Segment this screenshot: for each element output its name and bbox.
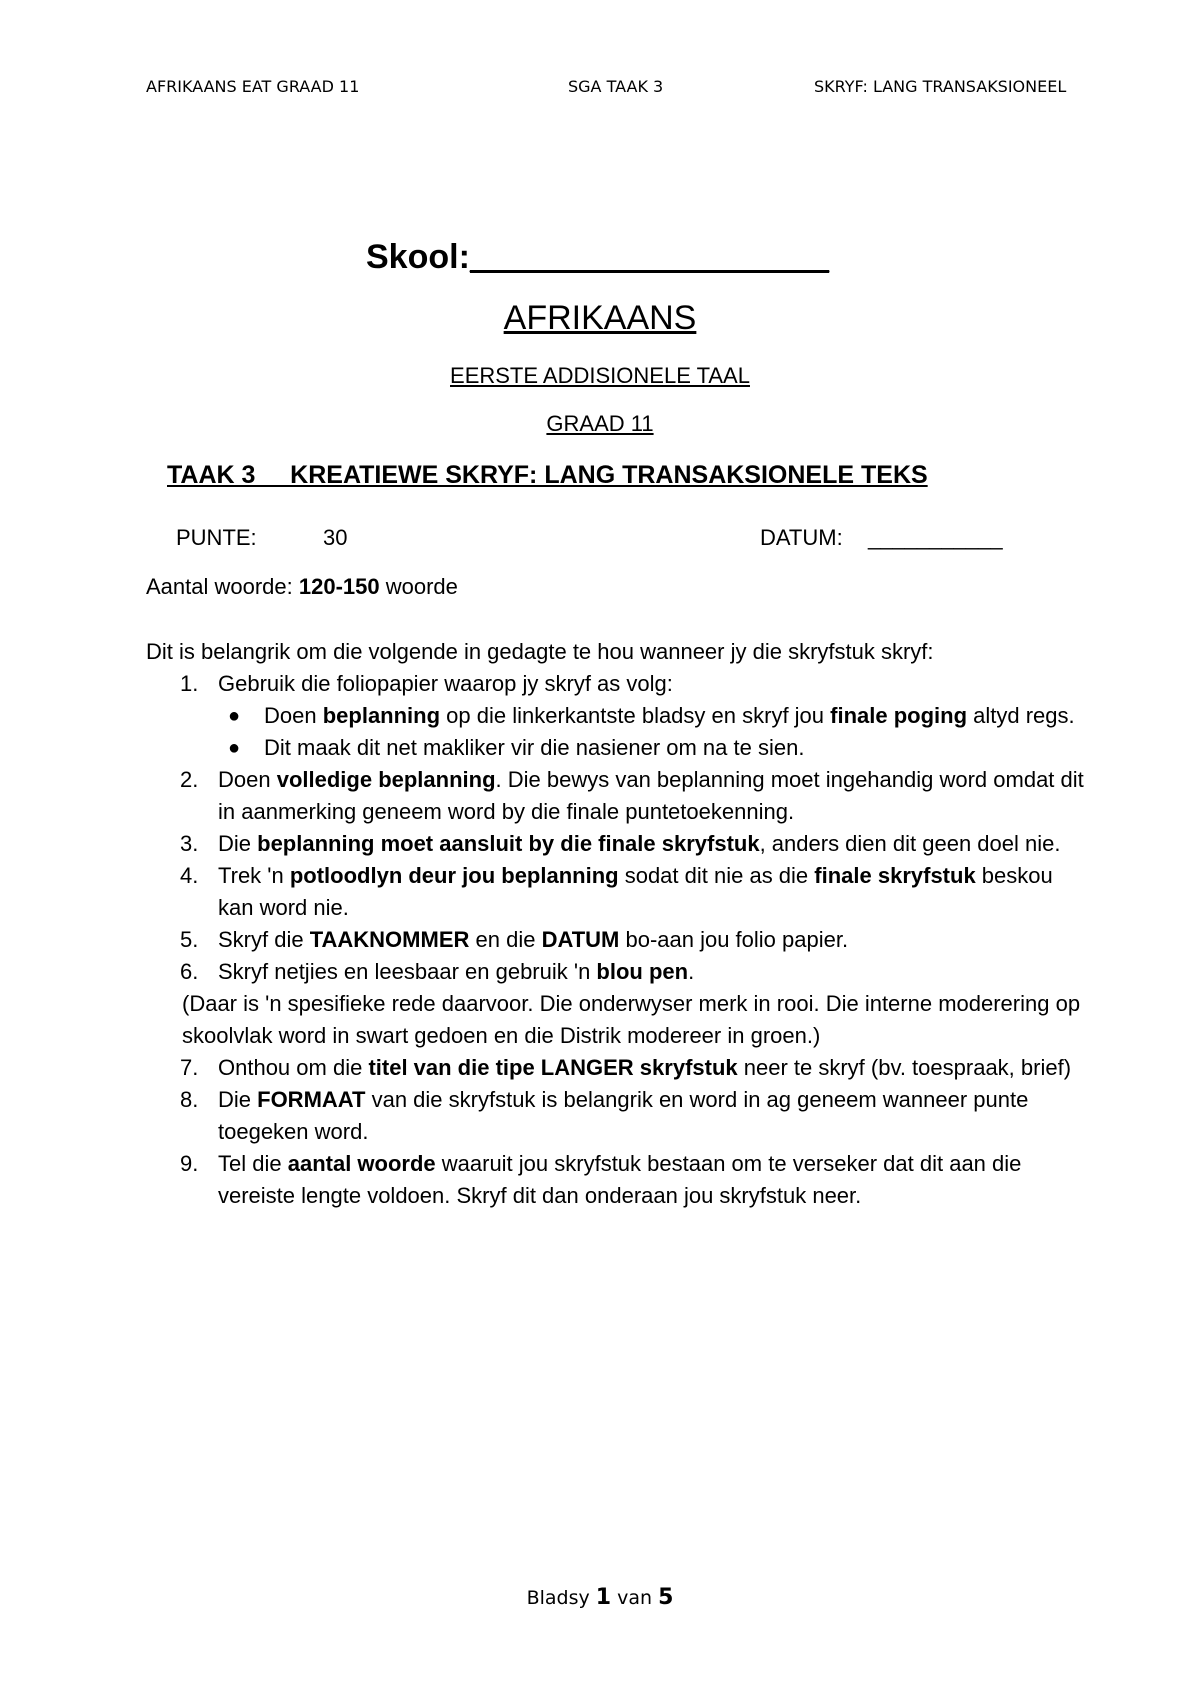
item-number: 2. xyxy=(180,767,199,792)
total-pages: 5 xyxy=(658,1585,674,1610)
bullet-item xyxy=(146,700,1086,732)
text: en die xyxy=(469,927,542,952)
header-left: AFRIKAANS EAT GRAAD 11 xyxy=(146,77,360,96)
list-item xyxy=(146,1148,1086,1212)
text: Skryf netjies en leesbaar en gebruik 'n xyxy=(218,959,597,984)
intro-text: Dit is belangrik om die volgende in gedagte te hou wanneer jy die skryfstuk skryf: xyxy=(146,639,934,664)
text: Die xyxy=(218,1087,258,1112)
text: Dit maak dit net makliker vir die nasiener om na te sien. xyxy=(264,735,805,760)
list-item xyxy=(146,764,1086,828)
school-label: Skool: xyxy=(366,238,470,276)
item-number: 5. xyxy=(180,927,199,952)
item-text: Gebruik die foliopapier waarop jy skryf as volg: xyxy=(218,671,673,696)
word-count xyxy=(146,574,458,600)
header-right: SKRYF: LANG TRANSAKSIONEEL xyxy=(814,77,1067,96)
item-number: 6. xyxy=(180,959,199,984)
text: . Die bewys van beplanning moet ingehandig word omdat dit in aanmerking geneem word by die finale puntetoekenning. xyxy=(218,767,1084,824)
text: neer te skryf (bv. toespraak, brief) xyxy=(737,1055,1072,1080)
datum-label: DATUM: xyxy=(760,525,843,550)
list-item xyxy=(146,956,1086,988)
text: beskou kan word nie. xyxy=(218,863,1053,920)
list-item xyxy=(146,828,1086,860)
text: sodat dit nie as die xyxy=(618,863,815,888)
item-number: 7. xyxy=(180,1055,199,1080)
school-field xyxy=(366,238,829,277)
text: op die linkerkantste bladsy en skryf jou xyxy=(440,703,831,728)
list-item xyxy=(146,1084,1086,1148)
subtitle: EERSTE ADDISIONELE TAAL xyxy=(450,363,750,388)
bold-text: finale poging xyxy=(830,703,968,728)
grade-heading: GRAAD 11 xyxy=(546,411,654,436)
current-page: 1 xyxy=(595,1585,612,1610)
list-item xyxy=(146,924,1086,956)
text: . xyxy=(688,959,695,984)
bold-text: finale skryfstuk xyxy=(814,863,976,888)
bold-text: beplanning xyxy=(322,703,441,728)
instructions xyxy=(146,636,1086,1212)
text: Onthou om die xyxy=(218,1055,369,1080)
datum-line: ___________ xyxy=(868,525,1003,550)
bold-text: potloodlyn deur jou beplanning xyxy=(289,863,619,888)
text: waaruit jou skryfstuk bestaan om te verseker dat dit aan die vereiste lengte voldoen. Skryf dit dan onderaan jou skryfstuk neer. xyxy=(218,1151,1022,1208)
text: Doen xyxy=(218,767,277,792)
text: Die xyxy=(218,831,258,856)
item-number: 4. xyxy=(180,863,199,888)
word-count-suffix: woorde xyxy=(379,574,458,599)
text: Trek 'n xyxy=(218,863,290,888)
list-item xyxy=(146,860,1086,924)
task-heading: TAAK 3 KREATIEWE SKRYF: LANG TRANSAKSIONELE TEKS xyxy=(167,461,928,489)
header-center: SGA TAAK 3 xyxy=(568,77,664,96)
text: Tel die xyxy=(218,1151,288,1176)
bold-text: TAAKNOMMER xyxy=(309,927,470,952)
school-line: ___________________ xyxy=(469,238,830,276)
bold-text: aantal woorde xyxy=(287,1151,436,1176)
bold-text: volledige beplanning xyxy=(276,767,496,792)
parenthetical-note: (Daar is 'n spesifieke rede daarvoor. Die onderwyser merk in rooi. Die interne moderering op skoolvlak word in swart gedoen en die Distrik modereer in groen.) xyxy=(182,991,1081,1048)
bullet-icon: ● xyxy=(228,737,241,759)
item-number: 3. xyxy=(180,831,199,856)
item-number: 8. xyxy=(180,1087,199,1112)
punte-label: PUNTE: xyxy=(176,525,257,550)
text: bo-aan jou folio papier. xyxy=(619,927,849,952)
footer-text: Bladsy xyxy=(526,1587,596,1609)
text: altyd regs. xyxy=(967,703,1075,728)
word-count-prefix: Aantal woorde: xyxy=(146,574,299,599)
footer-text: van xyxy=(611,1587,659,1609)
item-number: 1. xyxy=(180,671,199,696)
text: van die skryfstuk is belangrik en word in ag geneem wanneer punte toegeken word. xyxy=(218,1087,1029,1144)
text: , anders dien dit geen doel nie. xyxy=(759,831,1061,856)
bold-text: FORMAAT xyxy=(257,1087,366,1112)
word-count-value: 120-150 xyxy=(298,574,380,599)
bold-text: beplanning moet aansluit by die finale skryfstuk xyxy=(257,831,760,856)
page-title: AFRIKAANS xyxy=(503,299,697,337)
bold-text: titel van die tipe LANGER skryfstuk xyxy=(368,1055,738,1080)
punte-value: 30 xyxy=(323,525,348,550)
bold-text: blou pen xyxy=(596,959,689,984)
page-number xyxy=(0,1585,1200,1610)
bold-text: DATUM xyxy=(541,927,620,952)
list-item xyxy=(146,668,1086,700)
text: Doen xyxy=(264,703,323,728)
bullet-item xyxy=(146,732,1086,764)
list-item xyxy=(146,1052,1086,1084)
bullet-icon: ● xyxy=(228,705,241,727)
text: Skryf die xyxy=(218,927,310,952)
item-number: 9. xyxy=(180,1151,199,1176)
